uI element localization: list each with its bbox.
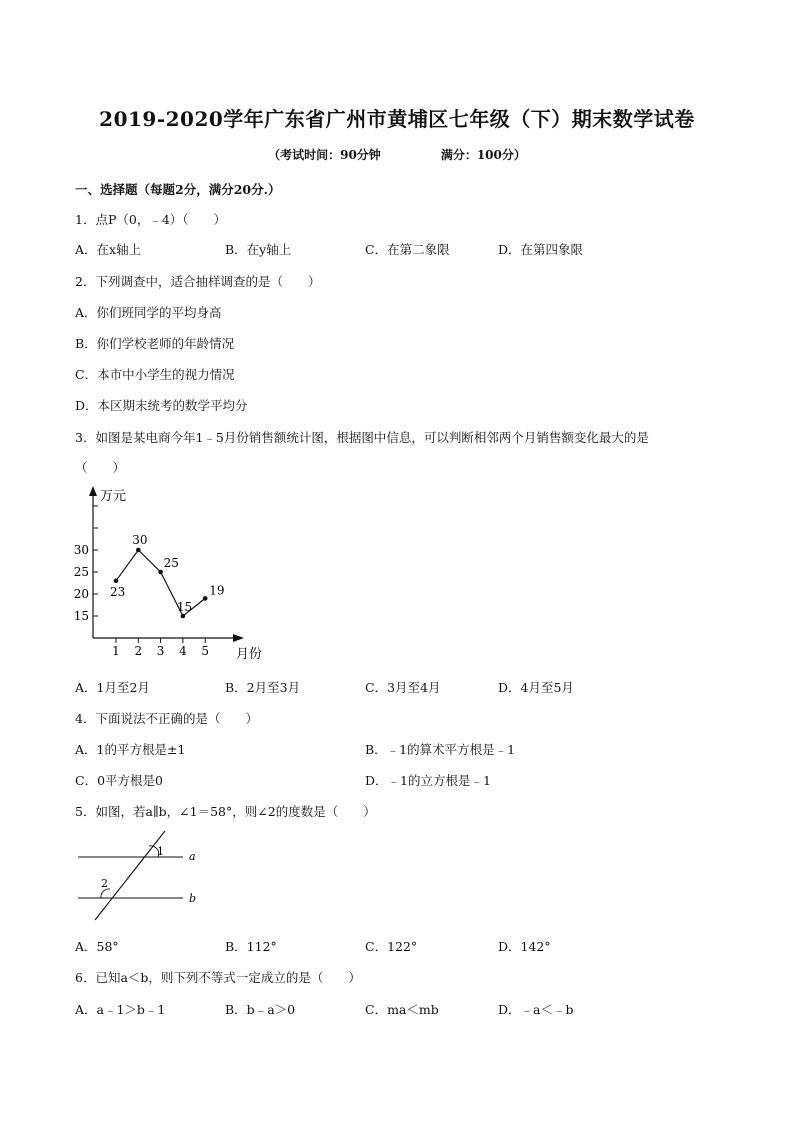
question-1-option-c[interactable]: C．在第二象限 (365, 242, 450, 257)
data-label: 30 (132, 533, 148, 547)
x-tick-label: 3 (156, 644, 165, 658)
question-6-option-a[interactable]: A．a﹣1＞b﹣1 (75, 1002, 166, 1017)
question-2-option-c[interactable]: C．本市中小学生的视力情况 (75, 367, 235, 382)
question-2-option-d[interactable]: D．本区期末统考的数学平均分 (75, 398, 248, 413)
question-2-stem: 2．下列调查中，适合抽样调查的是（ ） (75, 274, 321, 289)
data-point (158, 570, 163, 575)
x-tick-label: 4 (179, 644, 187, 658)
question-4-option-a[interactable]: A．1的平方根是±1 (75, 742, 186, 757)
data-label: 19 (209, 583, 225, 598)
question-6-option-c[interactable]: C．ma＜mb (365, 1002, 439, 1017)
data-point (203, 596, 208, 601)
x-tick-label: 2 (134, 644, 143, 658)
question-2-option-b[interactable]: B．你们学校老师的年龄情况 (75, 336, 235, 351)
x-tick-label: 5 (201, 644, 210, 658)
y-tick-label: 30 (73, 543, 89, 557)
data-label: 23 (110, 584, 126, 599)
y-axis-arrow (89, 486, 97, 496)
question-5-option-c[interactable]: C．122° (365, 939, 418, 954)
question-3-option-b[interactable]: B．2月至3月 (225, 680, 301, 695)
question-3-blank: （ ） (75, 460, 126, 475)
exam-score: 满分：100分） (440, 148, 526, 162)
question-4-option-b[interactable]: B．﹣1的算术平方根是﹣1 (365, 742, 516, 757)
question-1-option-d[interactable]: D．在第四象限 (498, 242, 584, 257)
y-axis-label: 万元 (100, 489, 127, 504)
section-heading: 一、选择题（每题2分，满分20分.） (75, 182, 281, 197)
data-point (114, 579, 119, 584)
label-b: b (189, 892, 197, 905)
question-1-option-b[interactable]: B．在y轴上 (225, 242, 292, 257)
question-1-option-a[interactable]: A．在x轴上 (75, 242, 142, 257)
question-5-option-b[interactable]: B．112° (225, 939, 277, 954)
x-axis-arrow (233, 634, 244, 642)
data-label: 15 (176, 600, 193, 614)
question-1-stem: 1．点P（0，﹣4）（ ） (75, 212, 227, 227)
y-tick-label: 20 (73, 587, 89, 601)
question-3-option-c[interactable]: C．3月至4月 (365, 680, 441, 695)
y-tick-label: 25 (73, 565, 89, 579)
angle-2-arc (101, 889, 110, 898)
exam-info (0, 146, 794, 163)
x-axis-label: 月份 (236, 647, 263, 662)
x-tick-label: 1 (112, 644, 120, 658)
sales-line-chart (60, 478, 300, 668)
transversal (95, 831, 165, 920)
question-4-option-d[interactable]: D．﹣1的立方根是﹣1 (365, 773, 491, 788)
data-point (136, 548, 141, 553)
question-3-stem: 3．如图是某电商今年1﹣5月份销售额统计图，根据图中信息，可以判断相邻两个月销售额变化最大的是 (75, 430, 649, 445)
data-label: 25 (163, 556, 179, 570)
question-4-stem: 4．下面说法不正确的是（ ） (75, 711, 258, 726)
y-tick-label: 15 (73, 609, 89, 623)
question-3-option-d[interactable]: D．4月至5月 (498, 680, 574, 695)
parallel-lines-figure (70, 828, 210, 923)
question-5-stem: 5．如图，若a∥b，∠1＝58°，则∠2的度数是（ ） (75, 804, 376, 819)
question-6-option-b[interactable]: B．b﹣a＞0 (225, 1002, 296, 1017)
question-5-option-a[interactable]: A．58° (75, 939, 119, 954)
label-angle-2: 2 (101, 877, 108, 890)
data-point (181, 614, 186, 619)
label-a: a (189, 850, 196, 863)
question-5-option-d[interactable]: D．142° (498, 939, 551, 954)
question-6-option-d[interactable]: D．﹣a＜﹣b (498, 1002, 574, 1017)
question-4-option-c[interactable]: C．0平方根是0 (75, 773, 163, 788)
question-2-option-a[interactable]: A．你们班同学的平均身高 (75, 305, 222, 320)
label-angle-1: 1 (157, 845, 164, 858)
question-6-stem: 6．已知a＜b，则下列不等式一定成立的是（ ） (75, 970, 361, 985)
page-title: 2019-2020学年广东省广州市黄埔区七年级（下）期末数学试卷 (99, 107, 695, 131)
exam-time: （考试时间：90分钟 (268, 148, 381, 162)
question-3-option-a[interactable]: A．1月至2月 (75, 680, 150, 695)
